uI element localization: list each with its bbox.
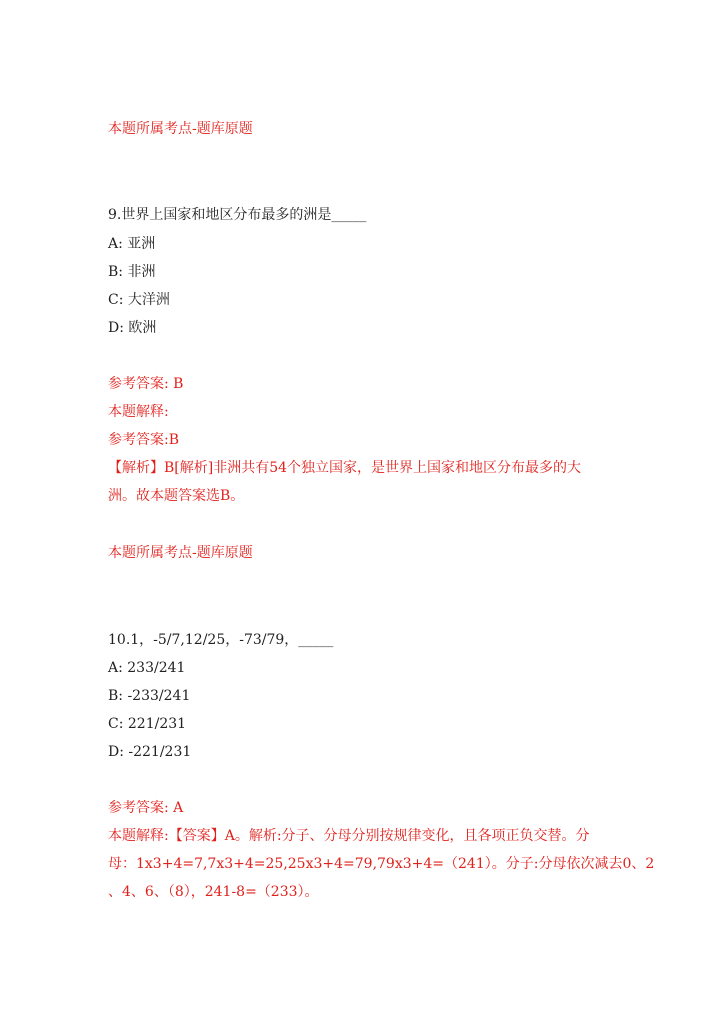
q9-explanation-label: 本题解释:	[108, 404, 169, 420]
q9-option-b: B: 非洲	[108, 264, 156, 280]
q10-explanation-line3: 、4、6、（8），241-8=（233）。	[108, 884, 319, 900]
q10-option-a: A: 233/241	[108, 660, 186, 676]
q9-answer-label: 参考答案: B	[108, 376, 184, 392]
q9-analysis-line1: 【解析】B[解析]非洲共有54个独立国家，是世界上国家和地区分布最多的大	[108, 460, 582, 476]
q10-answer-label: 参考答案: A	[108, 800, 184, 816]
question-10-text: 10.1，-5/7,12/25，-73/79，_____	[108, 632, 334, 648]
question-9-text: 9.世界上国家和地区分布最多的洲是_____	[108, 207, 367, 223]
q10-option-c: C: 221/231	[108, 716, 187, 732]
q10-option-b: B: -233/241	[108, 688, 191, 704]
source-label-top: 本题所属考点-题库原题	[108, 121, 253, 137]
q9-option-a: A: 亚洲	[108, 236, 156, 252]
q9-source-label: 本题所属考点-题库原题	[108, 545, 253, 561]
q9-analysis-line2: 洲。故本题答案选B。	[108, 488, 245, 504]
q9-option-c: C: 大洋洲	[108, 292, 170, 308]
q9-answer-repeat: 参考答案:B	[108, 432, 180, 448]
q10-explanation-line2: 母：1x3+4=7,7x3+4=25,25x3+4=79,79x3+4=（241）。分子:分母依次减去0、2	[108, 856, 655, 872]
q10-explanation-line1: 本题解释:【答案】A。解析:分子、分母分别按规律变化，且各项正负交替。分	[108, 828, 590, 844]
q10-option-d: D: -221/231	[108, 744, 192, 760]
q9-option-d: D: 欧洲	[108, 320, 157, 336]
